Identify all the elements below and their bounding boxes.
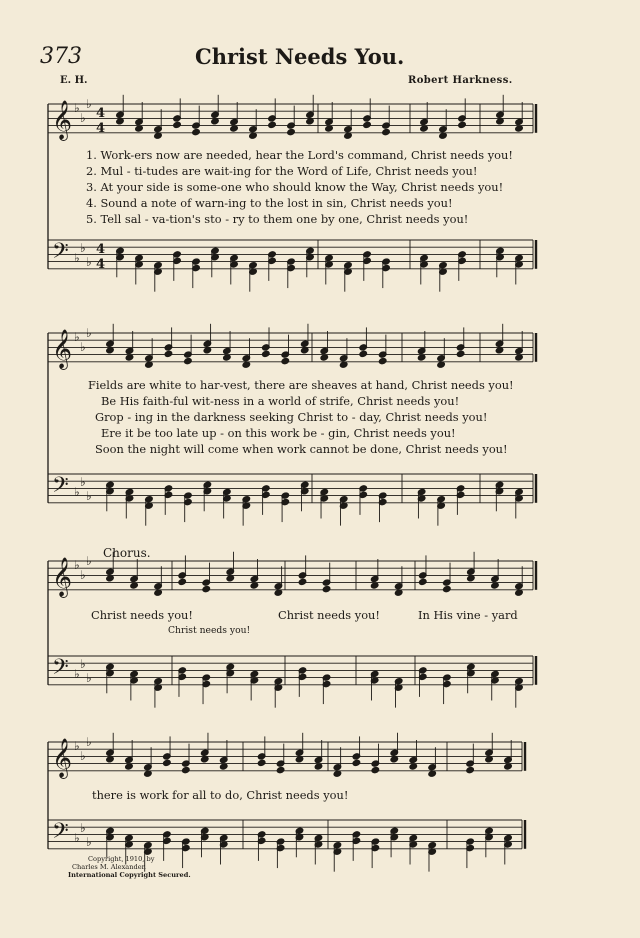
treble-clef: 𝄞 (52, 329, 73, 369)
composer-name: Robert Harkness. (408, 75, 513, 86)
chorus-lyric-3: In His vine - yard (418, 608, 518, 622)
flat-sign: ♭ (80, 111, 86, 125)
time-signature-top: 4 (96, 242, 106, 257)
note-head (173, 121, 182, 128)
treble-clef: 𝄞 (52, 100, 73, 140)
note-head (287, 128, 296, 135)
copyright-line-2: Charles M. Alexander. (72, 863, 147, 871)
note-head (281, 357, 290, 364)
flat-sign: ♭ (74, 101, 80, 115)
chorus-label: Chorus. (103, 546, 151, 560)
verse-5-line-b: Soon the night will come when work cannot be done, Christ needs you! (95, 442, 508, 456)
bass-clef: 𝄢 (52, 819, 69, 849)
verse-4-line-b: Ere it be too late up - on this work be - gin, Christ needs you! (101, 426, 456, 440)
note-head (363, 121, 372, 128)
flat-sign: ♭ (74, 330, 80, 344)
note-head (298, 578, 307, 585)
note-head (458, 121, 467, 128)
flat-sign: ♭ (74, 739, 80, 753)
note-head (322, 585, 331, 592)
bass-clef: 𝄢 (52, 473, 69, 503)
note-head (202, 585, 211, 592)
hymn-number: 373 (40, 44, 82, 69)
verse-3-line-a: 3. At your side is some-one who should know the Way, Christ needs you! (86, 180, 504, 194)
note-head (276, 766, 285, 773)
note-head (164, 350, 173, 357)
final-lyric-line: there is work for all to do, Christ needs you! (92, 788, 349, 802)
copyright-line-1: Copyright, 1910, by (88, 855, 155, 863)
flat-sign: ♭ (86, 97, 92, 111)
flat-sign: ♭ (86, 671, 92, 685)
hymn-title: Christ Needs You. (195, 44, 405, 69)
lyricist-initials: E. H. (60, 75, 88, 86)
bass-clef: 𝄢 (52, 239, 69, 269)
note-head (182, 766, 191, 773)
treble-clef: 𝄞 (52, 738, 73, 778)
verse-4-line-a: 4. Sound a note of warn-ing to the lost in sin, Christ needs you! (86, 196, 453, 210)
flat-sign: ♭ (86, 326, 92, 340)
flat-sign: ♭ (80, 821, 86, 835)
verse-3-line-b: Grop - ing in the darkness seeking Christ to - day, Christ needs you! (95, 410, 488, 424)
flat-sign: ♭ (80, 568, 86, 582)
flat-sign: ♭ (86, 735, 92, 749)
note-head (378, 357, 387, 364)
note-head (456, 350, 465, 357)
copyright-line-3: International Copyright Secured. (68, 871, 191, 879)
note-head (163, 759, 172, 766)
note-head (359, 350, 368, 357)
flat-sign: ♭ (80, 657, 86, 671)
note-head (382, 128, 391, 135)
flat-sign: ♭ (74, 831, 80, 845)
flat-sign: ♭ (80, 241, 86, 255)
note-head (371, 766, 380, 773)
chorus-lyric-1: Christ needs you! (91, 608, 193, 622)
flat-sign: ♭ (74, 667, 80, 681)
flat-sign: ♭ (80, 340, 86, 354)
note-head (443, 585, 452, 592)
note-head (466, 766, 475, 773)
treble-clef: 𝄞 (52, 557, 73, 597)
note-head (257, 759, 266, 766)
note-head (192, 128, 201, 135)
verse-2-line-b: Be His faith-ful wit-ness in a world of strife, Christ needs you! (101, 394, 460, 408)
verse-5-line-a: 5. Tell sal - va-tion's sto - ry to them one by one, Christ needs you! (86, 212, 469, 226)
flat-sign: ♭ (86, 489, 92, 503)
flat-sign: ♭ (74, 251, 80, 265)
flat-sign: ♭ (80, 749, 86, 763)
flat-sign: ♭ (74, 485, 80, 499)
verse-1-line-b: Fields are white to har-vest, there are sheaves at hand, Christ needs you! (88, 378, 514, 392)
note-head (178, 578, 187, 585)
chorus-echo-lyric: Christ needs you! (168, 625, 251, 636)
flat-sign: ♭ (86, 255, 92, 269)
flat-sign: ♭ (86, 835, 92, 849)
time-signature-bottom: 4 (96, 121, 106, 136)
note-head (352, 759, 361, 766)
note-head (262, 350, 271, 357)
verse-1-line-a: 1. Work-ers now are needed, hear the Lord's command, Christ needs you! (86, 148, 513, 162)
bass-clef: 𝄢 (52, 655, 69, 685)
note-head (184, 357, 193, 364)
flat-sign: ♭ (74, 558, 80, 572)
note-head (418, 578, 427, 585)
note-head (268, 121, 277, 128)
verse-2-line-a: 2. Mul - ti-tudes are wait-ing for the Word of Life, Christ needs you! (86, 164, 478, 178)
copyright-notice (68, 855, 191, 879)
flat-sign: ♭ (86, 554, 92, 568)
time-signature-bottom: 4 (96, 257, 106, 272)
flat-sign: ♭ (80, 475, 86, 489)
time-signature-top: 4 (96, 106, 106, 121)
chorus-lyric-2: Christ needs you! (278, 608, 380, 622)
